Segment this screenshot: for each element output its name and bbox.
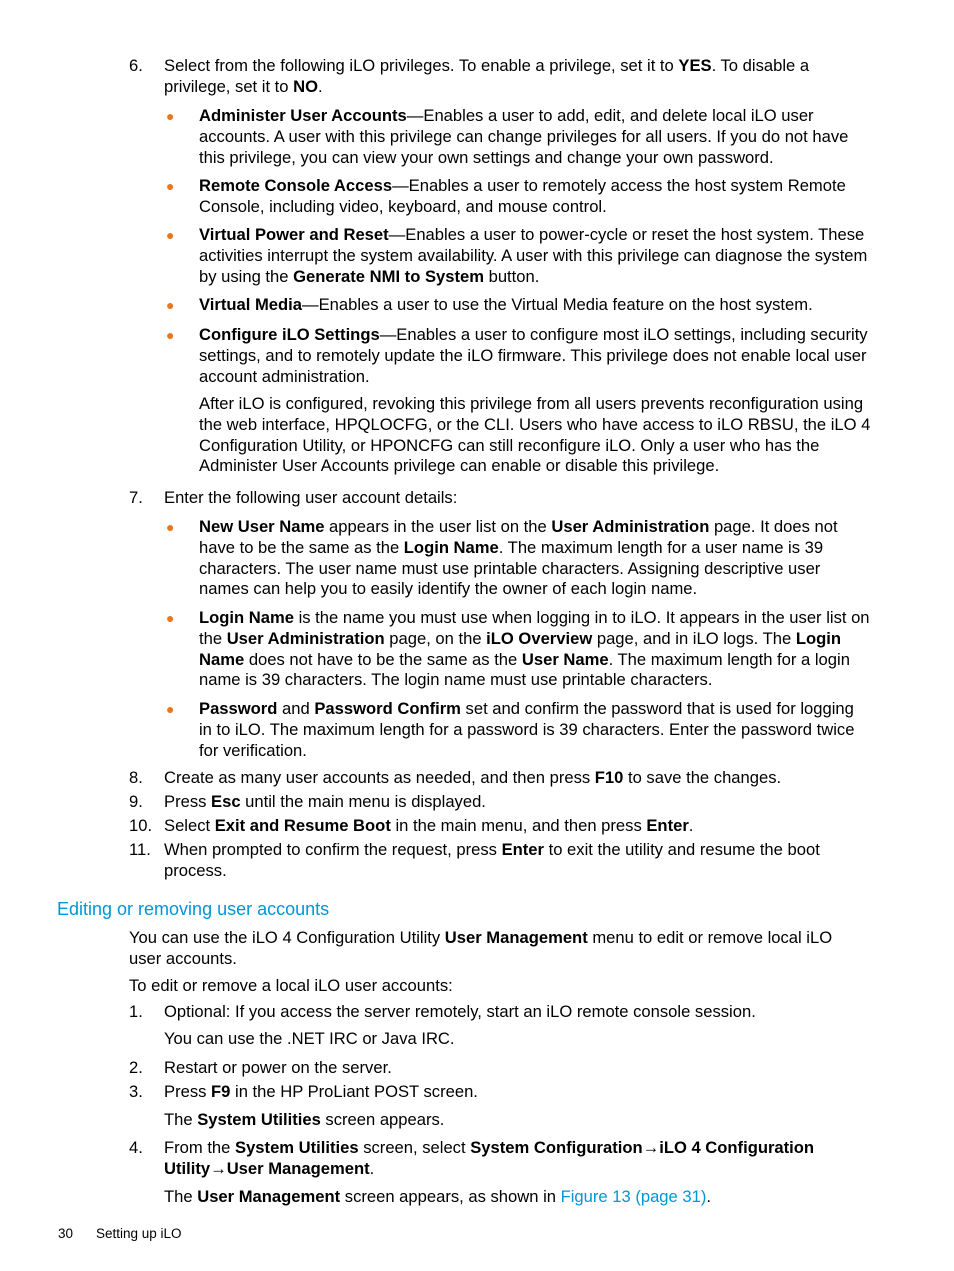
privilege-configure-ilo-settings: Configure iLO Settings—Enables a user to configure most iLO settings, including security settings, and to remotely update the iLO firmware. This privilege does not enable local user account administration. (199, 325, 868, 386)
step-text: Restart or power on the server. (164, 1058, 392, 1077)
step-number: 2. (129, 1058, 143, 1077)
section-intro: You can use the iLO 4 Configuration Utility User Management menu to edit or remove local iLO user accounts. (129, 928, 833, 968)
step-number: 8. (129, 768, 143, 787)
step-note: The System Utilities screen appears. (164, 1110, 445, 1129)
step-text: Select Exit and Resume Boot in the main menu, and then press Enter. (164, 816, 694, 835)
step-number: 3. (129, 1082, 143, 1101)
step-text: Press F9 in the HP ProLiant POST screen. (164, 1082, 478, 1101)
step-number: 4. (129, 1138, 143, 1157)
detail-password: Password and Password Confirm set and confirm the password that is used for logging in to iLO. The maximum length for a password is 39 characters. Enter the password twice for verification. (199, 699, 855, 760)
bullet-icon: ● (166, 519, 175, 535)
step-number: 9. (129, 792, 143, 811)
detail-new-user-name: New User Name appears in the user list on the User Administration page. It does not have to be the same as the Login Name. The maximum length for a user name is 39 characters. The user name must use printable characters. Assigning descriptive user names can help you to easily identify the owner of each login name. (199, 517, 838, 599)
step-number: 6. (129, 56, 143, 75)
privilege-note: After iLO is configured, revoking this privilege from all users prevents reconfiguration using the web interface, HPQLOCFG, or the CLI. Users who have access to iLO RBSU, the iLO 4 Configuration Utility, or HPONCFG can still reconfigure iLO. Only a user who has the Administer User Accounts privilege can enable or disable this privilege. (199, 394, 871, 476)
step-text: Press Esc until the main menu is displayed. (164, 792, 486, 811)
section-heading: Editing or removing user accounts (57, 899, 330, 919)
bullet-icon: ● (166, 327, 175, 343)
bullet-icon: ● (166, 227, 175, 243)
step-text: Create as many user accounts as needed, and then press F10 to save the changes. (164, 768, 782, 787)
step-number: 1. (129, 1002, 143, 1021)
step-text: Select from the following iLO privileges. To enable a privilege, set it to YES. To disable a privilege, set it to NO. (164, 56, 810, 96)
bullet-icon: ● (166, 297, 175, 313)
step-number: 7. (129, 488, 143, 507)
privilege-virtual-media: Virtual Media—Enables a user to use the Virtual Media feature on the host system. (199, 295, 813, 314)
step-text: From the System Utilities screen, select System Configuration→iLO 4 Configuration Utility→User Management. (164, 1138, 815, 1178)
arrow-icon: → (210, 1158, 227, 1178)
step-text: When prompted to confirm the request, press Enter to exit the utility and resume the boot process. (164, 840, 820, 880)
step-number: 11. (129, 840, 151, 859)
step-number: 10. (129, 816, 153, 835)
arrow-icon: → (642, 1138, 660, 1157)
step-text: Enter the following user account details: (164, 488, 458, 507)
privilege-virtual-power-and-reset: Virtual Power and Reset—Enables a user to power-cycle or reset the host system. These activities interrupt the system availability. A user with this privilege can diagnose the system by using the Generate NMI to System button. (199, 225, 868, 286)
privilege-administer-user-accounts: Administer User Accounts—Enables a user to add, edit, and delete local iLO user accounts. A user with this privilege can change privileges for all users. If you do not have this privilege, you can view your own settings and change your own password. (199, 106, 849, 167)
detail-login-name: Login Name is the name you must use when logging in to iLO. It appears in the user list on the User Administration page, on the iLO Overview page, and in iLO logs. The Login Name does not have to be the same as the User Name. The maximum length for a login name is 39 characters. The login name must use printable characters. (199, 608, 870, 690)
footer-title: Setting up iLO (96, 1226, 182, 1241)
step-note: The User Management screen appears, as shown in Figure 13 (page 31). (164, 1187, 711, 1206)
bullet-icon: ● (166, 108, 175, 124)
step-note: You can use the .NET IRC or Java IRC. (164, 1029, 455, 1048)
step-text: Optional: If you access the server remotely, start an iLO remote console session. (164, 1002, 756, 1021)
figure-link[interactable]: Figure 13 (page 31) (560, 1187, 707, 1206)
privilege-remote-console-access: Remote Console Access—Enables a user to remotely access the host system Remote Console, including video, keyboard, and mouse control. (199, 176, 846, 216)
page-number: 30 (58, 1226, 74, 1241)
bullet-icon: ● (166, 610, 175, 626)
bullet-icon: ● (166, 701, 175, 717)
bullet-icon: ● (166, 178, 175, 194)
section-lead: To edit or remove a local iLO user accounts: (129, 976, 453, 995)
